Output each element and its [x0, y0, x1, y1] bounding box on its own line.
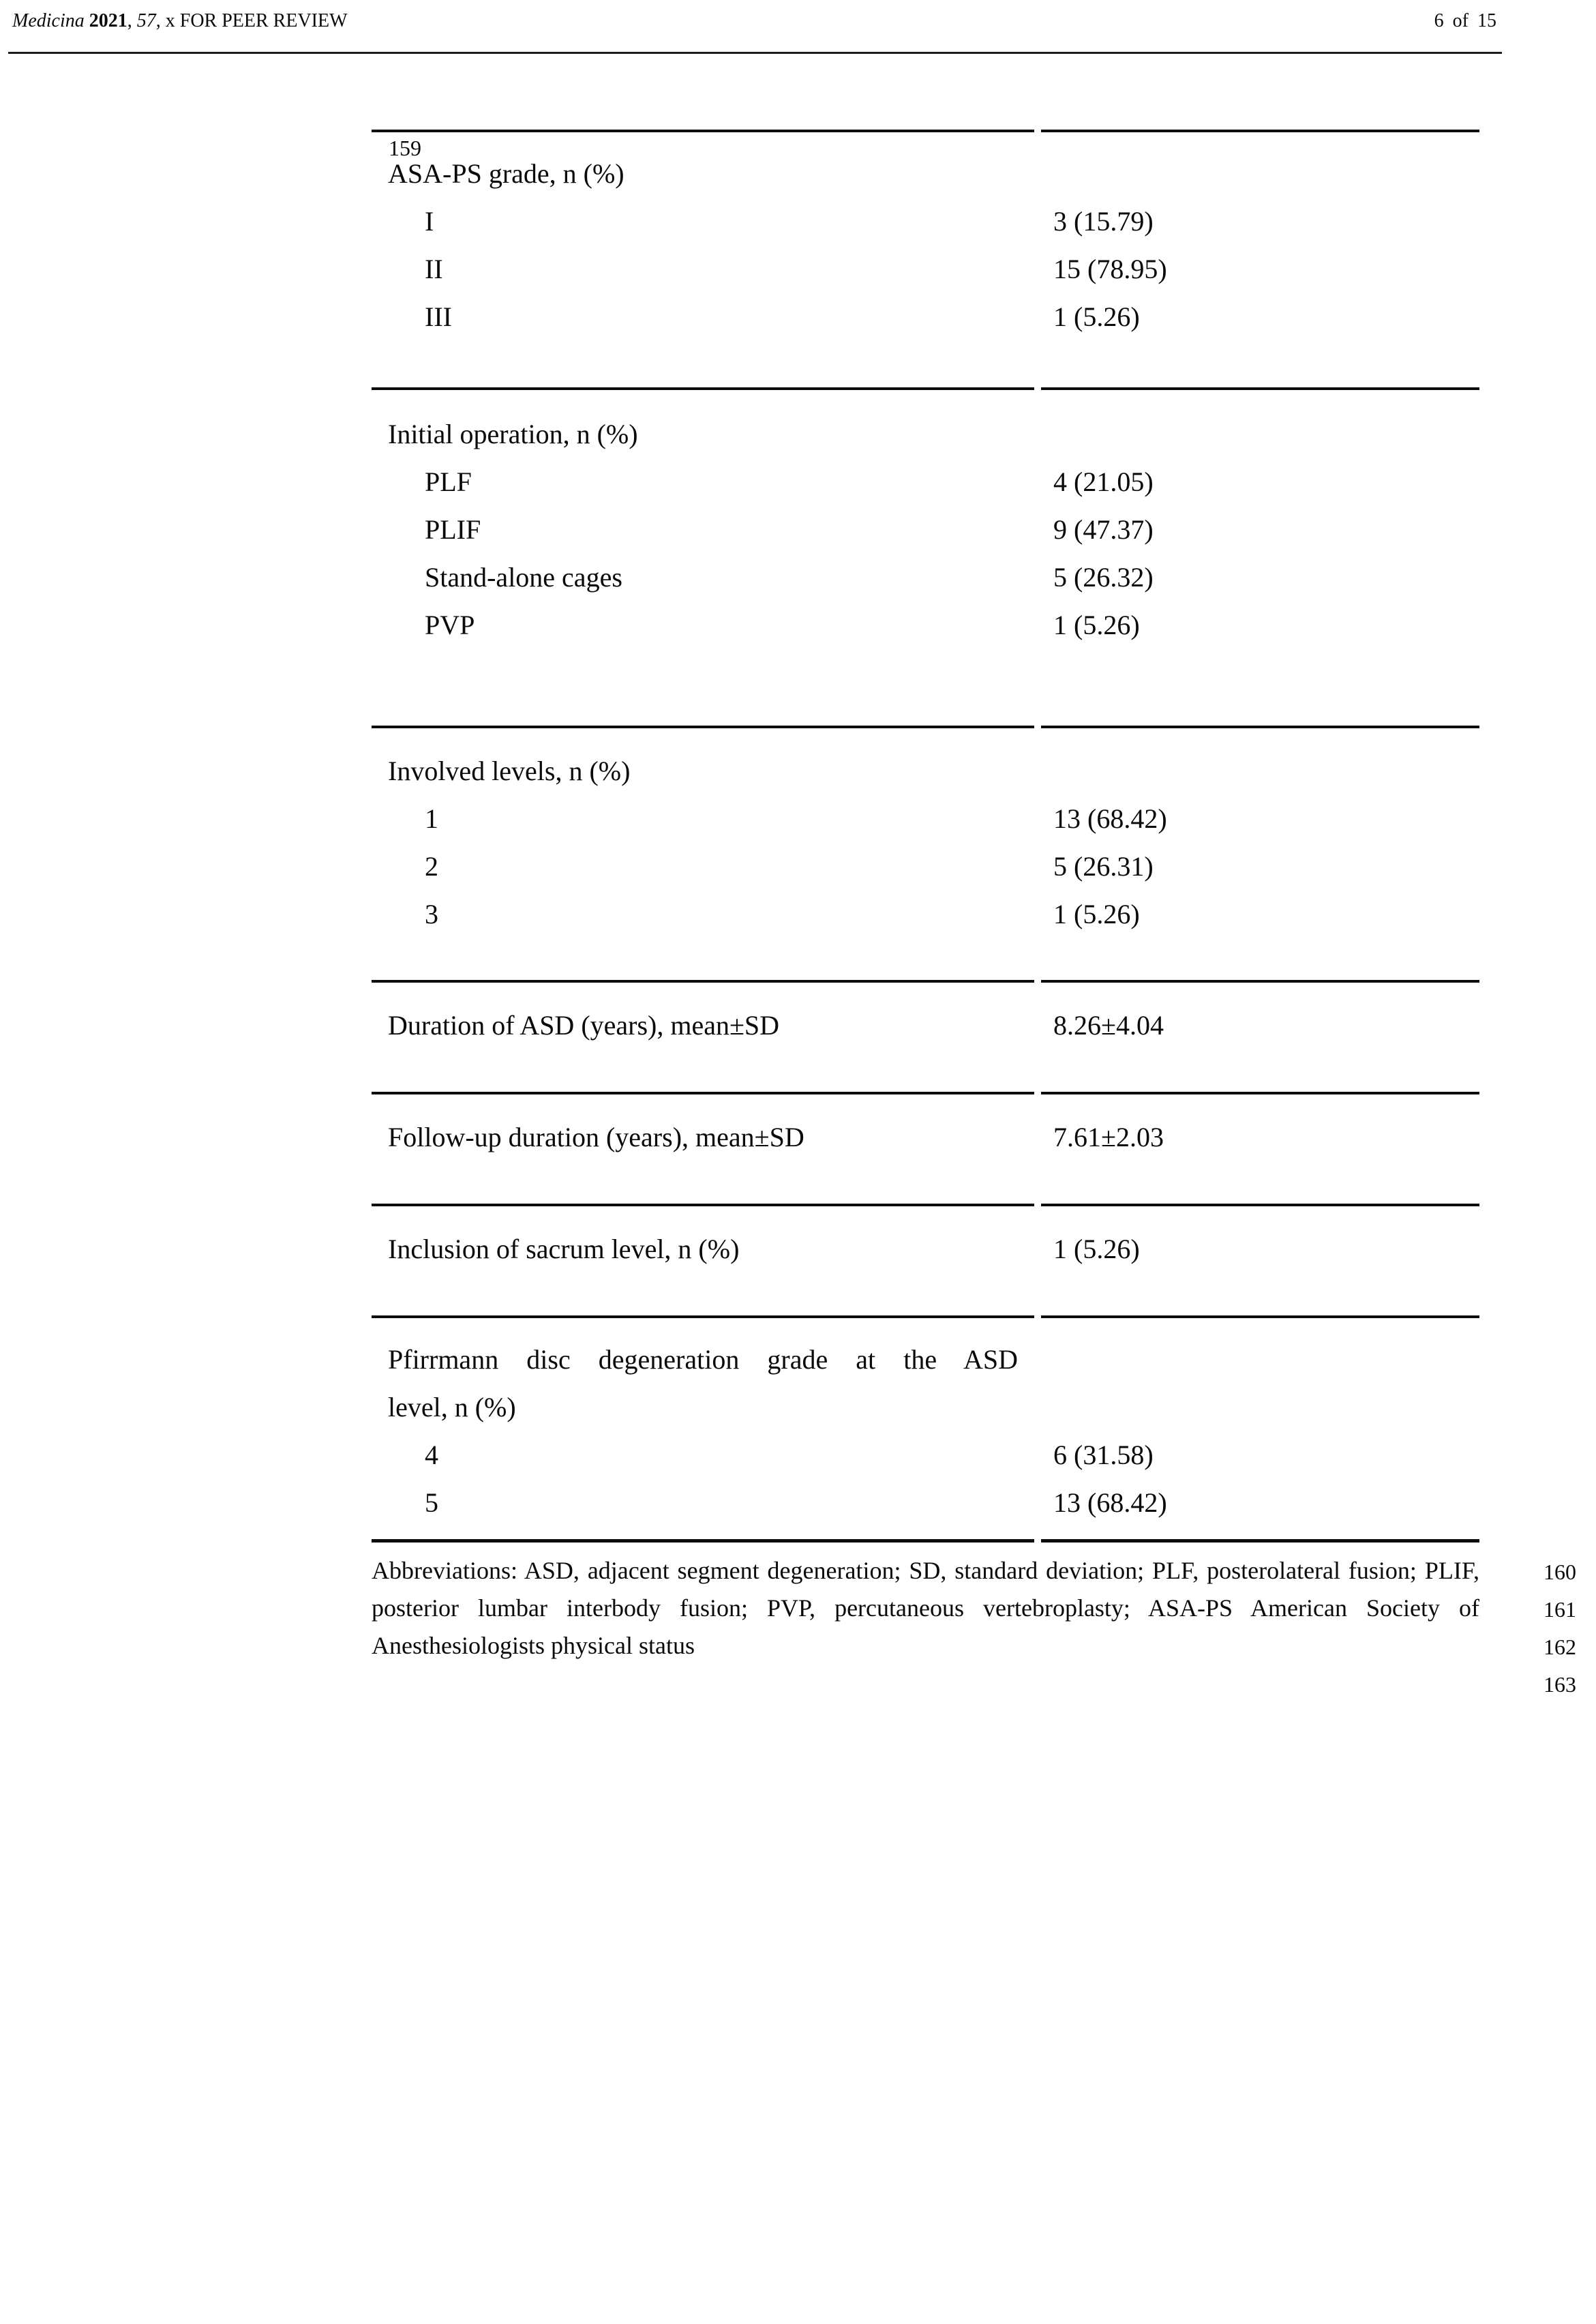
table-section: [372, 387, 1479, 726]
row-value: 13 (68.42): [1053, 1487, 1167, 1518]
table-value-column: [1041, 130, 1479, 387]
spacer-row: [1041, 1336, 1479, 1384]
line-number: 161: [1544, 1597, 1576, 1622]
row-label: 2: [425, 851, 438, 882]
line-number-left: 159: [389, 136, 421, 160]
row-label: PLIF: [425, 514, 481, 545]
table-footnote: Abbreviations: ASD, adjacent segment degeneration; SD, standard deviation; PLF, posterolateral fusion; PLIF, posterior lumbar interbody fusion; PVP, percutaneous vertebroplasty; ASA-PS American Society of Anesthesiologists physical status: [372, 1557, 1479, 1659]
journal-sep1: ,: [127, 10, 137, 31]
section-header: Pfirrmann disc degeneration grade at the ASD: [388, 1344, 1018, 1375]
row-label: III: [425, 301, 452, 332]
row-value: 3 (15.79): [1053, 206, 1154, 237]
row-value: 1 (5.26): [1053, 610, 1140, 640]
journal-citation: [12, 10, 348, 33]
running-head: [8, 10, 1502, 54]
row-value: 5 (26.32): [1053, 562, 1154, 593]
section-header: ASA-PS grade, n (%): [388, 158, 624, 189]
row-value: 4 (21.05): [1053, 466, 1154, 497]
row-label: Stand-alone cages: [425, 562, 622, 593]
section-header: level, n (%): [388, 1392, 516, 1422]
demographics-table: [372, 130, 1479, 1543]
table-value-column: [1041, 726, 1479, 980]
row-label: 5: [425, 1487, 438, 1518]
row-value: 7.61±2.03: [1053, 1122, 1164, 1152]
table-label-column: [372, 1204, 1034, 1315]
spacer-row: [1041, 1384, 1479, 1431]
journal-name: Medicina: [12, 10, 85, 31]
table-section: [372, 980, 1479, 1092]
table-label-column: [372, 130, 1034, 387]
line-numbers-right: [1515, 1553, 1576, 1703]
row-value: 5 (26.31): [1053, 851, 1154, 882]
table-section: [372, 1092, 1479, 1204]
row-value: 8.26±4.04: [1053, 1010, 1164, 1041]
line-number: 163: [1544, 1672, 1576, 1697]
table-section: [372, 726, 1479, 980]
section-header: Follow-up duration (years), mean±SD: [388, 1122, 804, 1152]
table-value-column: [1041, 1315, 1479, 1543]
table-section: [372, 1315, 1479, 1543]
row-label: 4: [425, 1440, 438, 1470]
line-number: 162: [1544, 1635, 1576, 1659]
section-header: Inclusion of sacrum level, n (%): [388, 1234, 740, 1264]
section-header: Duration of ASD (years), mean±SD: [388, 1010, 780, 1041]
row-value: 9 (47.37): [1053, 514, 1154, 545]
table-section: [372, 130, 1479, 387]
table-value-column: [1041, 1204, 1479, 1315]
table-section: [372, 1204, 1479, 1315]
table-value-column: [1041, 980, 1479, 1092]
journal-space: [85, 10, 89, 31]
row-value: 1 (5.26): [1053, 1234, 1140, 1264]
spacer-row: [1041, 411, 1479, 458]
row-value: 13 (68.42): [1053, 803, 1167, 834]
journal-volume: 57: [136, 10, 156, 31]
table-label-column: [372, 1092, 1034, 1204]
spacer-row: [1041, 150, 1479, 198]
table-value-column: [1041, 387, 1479, 726]
table-label-column: [372, 387, 1034, 726]
row-label: I: [425, 206, 434, 237]
spacer-row: [1041, 747, 1479, 795]
row-value: 1 (5.26): [1053, 301, 1140, 332]
table-label-column: [372, 980, 1034, 1092]
table-value-column: [1041, 1092, 1479, 1204]
section-header: Initial operation, n (%): [388, 419, 638, 449]
journal-year: 2021: [89, 10, 127, 31]
row-value: 15 (78.95): [1053, 254, 1167, 284]
row-value: 1 (5.26): [1053, 899, 1140, 929]
table-label-column: [372, 726, 1034, 980]
row-label: 1: [425, 803, 438, 834]
journal-suffix: , x FOR PEER REVIEW: [155, 10, 348, 31]
line-number: 160: [1544, 1560, 1576, 1584]
table-label-column: [372, 1315, 1034, 1543]
section-header: Involved levels, n (%): [388, 756, 631, 786]
row-value: 6 (31.58): [1053, 1440, 1154, 1470]
page-number: 6 of 15: [1434, 10, 1496, 31]
row-label: 3: [425, 899, 438, 929]
row-label: PLF: [425, 466, 472, 497]
row-label: PVP: [425, 610, 475, 640]
row-label: II: [425, 254, 443, 284]
